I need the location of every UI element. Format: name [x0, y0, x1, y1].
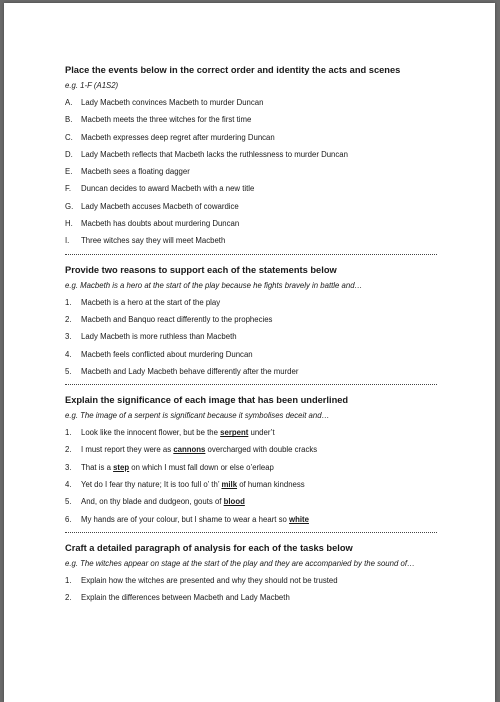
- list-marker: 5.: [65, 366, 72, 376]
- list-item-text: Macbeth is a hero at the start of the play: [81, 297, 221, 307]
- list-item-text: Macbeth sees a floating dagger: [81, 167, 190, 177]
- section-example: e.g. The image of a serpent is significant because it symbolises deceit and…: [65, 411, 330, 421]
- list-item: [65, 593, 445, 603]
- section-divider: [65, 532, 437, 533]
- section-heading: Provide two reasons to support each of the statements below: [65, 264, 337, 275]
- list-marker: B.: [65, 115, 73, 125]
- section-heading: Craft a detailed paragraph of analysis for each of the tasks below: [65, 542, 353, 553]
- section-divider: [65, 254, 437, 255]
- quote-text: under’t: [248, 428, 275, 438]
- section-example: e.g. Macbeth is a hero at the start of the play because he fights bravely in battle and…: [65, 280, 363, 290]
- list-item-text: Three witches say they will meet Macbeth: [81, 236, 226, 246]
- list-marker: 5.: [65, 497, 72, 507]
- quote-text: on which I must fall down or else o’erleap: [129, 462, 274, 472]
- section-imagery: [65, 394, 445, 524]
- list-item: [65, 332, 445, 342]
- section-divider: [65, 384, 437, 385]
- list-item-text: Lady Macbeth accuses Macbeth of cowardice: [81, 201, 239, 211]
- list-item-text: Lady Macbeth convinces Macbeth to murder Duncan: [81, 98, 264, 107]
- list-item-text: Macbeth expresses deep regret after murdering Duncan: [81, 132, 275, 142]
- list-item: [65, 445, 445, 455]
- list-item: [65, 497, 445, 507]
- quote-text: My hands are of your colour, but I shame to wear a heart so: [81, 514, 290, 524]
- event-list: [65, 98, 445, 246]
- statement-list: [65, 298, 445, 377]
- list-marker: G.: [65, 201, 74, 211]
- list-item-text: Duncan decides to award Macbeth with a new title: [81, 184, 255, 194]
- quotation-list: [65, 428, 445, 524]
- list-item: [65, 350, 445, 360]
- list-item-text: Macbeth meets the three witches for the first time: [81, 115, 252, 125]
- quote-text: And, on thy blade and dudgeon, gouts of: [81, 497, 224, 507]
- list-item: [65, 428, 445, 438]
- quote-text: Look like the innocent flower, but be the: [81, 428, 221, 438]
- list-item-text: Macbeth feels conflicted about murdering Duncan: [81, 349, 253, 359]
- list-item: [65, 133, 445, 143]
- quote-text: That is a: [81, 462, 114, 472]
- list-item-text: Explain how the witches are presented and why they should not be trusted: [81, 575, 338, 585]
- list-item: [65, 367, 445, 377]
- list-item: [65, 167, 445, 177]
- list-marker: 1.: [65, 297, 72, 307]
- section-heading: Place the events below in the correct order and identity the acts and scenes: [65, 65, 401, 75]
- quote-text: of human kindness: [237, 480, 305, 490]
- section-heading: Explain the significance of each image that has been underlined: [65, 395, 349, 406]
- list-marker: 4.: [65, 349, 72, 359]
- list-marker: 1.: [65, 428, 72, 438]
- list-item: [65, 236, 445, 246]
- list-marker: F.: [65, 184, 72, 194]
- underlined-image-word: step: [113, 462, 130, 472]
- document-page: [4, 3, 495, 702]
- list-item-text: Lady Macbeth reflects that Macbeth lacks the ruthlessness to murder Duncan: [81, 149, 348, 159]
- list-marker: 2.: [65, 445, 72, 455]
- list-marker: I.: [65, 236, 70, 246]
- section-example: e.g. 1-F (A1S2): [65, 81, 119, 90]
- underlined-image-word: milk: [221, 480, 238, 490]
- list-marker: 2.: [65, 593, 72, 603]
- list-marker: 2.: [65, 314, 72, 324]
- section-event-order: [65, 64, 445, 246]
- task-list: [65, 576, 445, 603]
- list-item: [65, 98, 445, 108]
- worksheet-content: [65, 64, 445, 611]
- list-item-text: Macbeth and Lady Macbeth behave differently after the murder: [81, 366, 299, 376]
- list-marker: 4.: [65, 480, 72, 490]
- list-marker: D.: [65, 149, 73, 159]
- underlined-image-word: cannons: [173, 445, 206, 455]
- list-marker: 1.: [65, 575, 72, 585]
- list-item-text: Explain the differences between Macbeth and Lady Macbeth: [81, 593, 290, 603]
- list-item-text: Macbeth has doubts about murdering Duncan: [81, 219, 240, 229]
- section-analysis: [65, 542, 445, 603]
- list-item-text: Macbeth and Banquo react differently to the prophecies: [81, 314, 273, 324]
- list-item: [65, 315, 445, 325]
- list-item: [65, 480, 445, 490]
- section-example: e.g. The witches appear on stage at the start of the play and they are accompanied by the sound of…: [65, 558, 415, 568]
- list-item: [65, 115, 445, 125]
- list-item: [65, 463, 445, 473]
- underlined-image-word: blood: [223, 497, 245, 507]
- section-reasons: [65, 264, 445, 377]
- list-marker: 3.: [65, 462, 72, 472]
- list-marker: A.: [65, 98, 73, 107]
- list-item: [65, 515, 445, 525]
- list-marker: H.: [65, 219, 73, 229]
- list-item: [65, 202, 445, 212]
- quote-text: overcharged with double cracks: [205, 445, 318, 455]
- list-item: [65, 576, 445, 586]
- underlined-image-word: serpent: [220, 428, 249, 438]
- quote-text: I must report they were as: [81, 445, 174, 455]
- list-marker: 3.: [65, 332, 72, 342]
- underlined-image-word: white: [289, 514, 309, 524]
- quote-text: Yet do I fear thy nature; It is too full o’ th’: [81, 480, 222, 490]
- list-item: [65, 184, 445, 194]
- list-item: [65, 219, 445, 229]
- list-item-text: Lady Macbeth is more ruthless than Macbeth: [81, 332, 237, 342]
- list-item: [65, 298, 445, 308]
- list-marker: C.: [65, 132, 73, 142]
- list-marker: 6.: [65, 514, 72, 524]
- list-item: [65, 150, 445, 160]
- list-marker: E.: [65, 167, 73, 177]
